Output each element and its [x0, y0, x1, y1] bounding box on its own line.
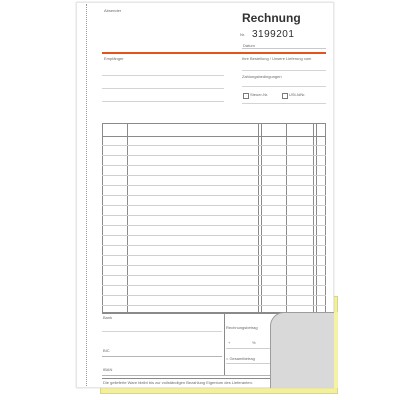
equals-label: = Gesamtbetrag	[226, 356, 255, 361]
recipient-line	[102, 75, 224, 76]
iban-label: IBAN	[103, 367, 113, 372]
table-row	[102, 285, 326, 286]
table-row	[102, 235, 326, 236]
bic-label: BIC	[103, 348, 110, 353]
table-row	[102, 145, 326, 146]
table-row	[102, 265, 326, 266]
invoice-number-prefix: Nr.	[240, 32, 246, 37]
percent-label: %	[252, 340, 256, 345]
table-row	[102, 305, 326, 306]
folded-corner-copy	[270, 312, 334, 388]
date-line	[242, 48, 326, 49]
invoice-number: 3199201	[252, 29, 295, 40]
tax-no-label: Steuer-Nr.	[250, 92, 269, 97]
tax-line	[242, 103, 326, 104]
table-header-divider	[102, 136, 326, 137]
payment-line	[242, 86, 326, 87]
table-row	[102, 185, 326, 186]
table-row	[102, 215, 326, 216]
vat-id-label: USt-IdNr.	[289, 92, 306, 97]
date-label: Datum	[243, 43, 255, 48]
invoice-amount-label: Rechnungsbetrag	[226, 325, 258, 330]
bank-label: Bank	[103, 315, 113, 320]
perforation-line	[86, 4, 87, 386]
iban-line	[102, 375, 278, 376]
form-title: Rechnung	[242, 11, 301, 25]
table-row	[102, 155, 326, 156]
table-row	[102, 255, 326, 256]
order-line	[242, 70, 326, 71]
table-row	[102, 275, 326, 276]
vat-id-checkbox[interactable]	[282, 93, 288, 99]
footer-note: Die gelieferte Ware bleibt bis zur vollständigen Bezahlung Eigentum des Lieferanten.	[103, 381, 253, 385]
recipient-label: Empfänger	[104, 56, 124, 61]
recipient-line	[102, 88, 224, 89]
tax-no-checkbox[interactable]	[243, 93, 249, 99]
bic-line	[102, 356, 222, 357]
table-row	[102, 225, 326, 226]
bank-line	[102, 331, 222, 332]
payment-label: Zahlungsbedingungen	[242, 74, 282, 79]
yellow-copy-visible	[334, 312, 338, 388]
sender-label: Absender	[104, 8, 122, 13]
totals-divider	[224, 313, 225, 375]
table-row	[102, 165, 326, 166]
plus-label: +	[228, 340, 231, 345]
table-row	[102, 175, 326, 176]
table-row	[102, 205, 326, 206]
recipient-line	[102, 101, 224, 102]
table-row	[102, 295, 326, 296]
header-divider	[102, 52, 326, 54]
order-label: Ihre Bestellung / Unsere Lieferung vom	[242, 56, 312, 61]
table-row	[102, 245, 326, 246]
table-row	[102, 195, 326, 196]
